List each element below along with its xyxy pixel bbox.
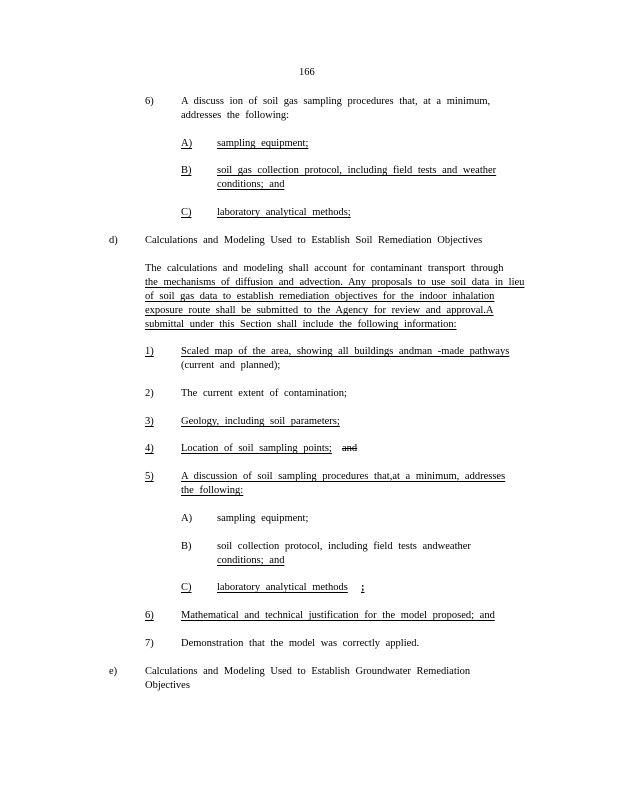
item-6c-text: laboratory analytical methods;	[217, 207, 351, 218]
item-6-number: 6)	[145, 96, 154, 107]
item-d5c-label: C)	[181, 582, 192, 593]
item-d4-number: 4)	[145, 443, 154, 454]
item-6a-text: sampling equipment;	[217, 138, 309, 149]
section-d-label: d)	[109, 235, 118, 246]
item-d5a-text: sampling equipment;	[217, 513, 309, 524]
item-6b-label: B)	[181, 165, 192, 176]
item-d5b-line-2: conditions; and	[217, 555, 285, 566]
section-d-para-line-1: The calculations and modeling shall account for contaminant transport through	[145, 263, 504, 274]
item-d5c-tail: ;	[361, 582, 365, 593]
item-d5b-label: B)	[181, 541, 192, 552]
item-d4-struck-and: and	[342, 443, 358, 454]
item-6c-label: C)	[181, 207, 192, 218]
item-d5-line-1: A discussion of soil sampling procedures that,at a minimum, addresses	[181, 471, 506, 482]
section-e-heading-line-1: Calculations and Modeling Used to Establish Groundwater Remediation	[145, 666, 471, 677]
section-e-heading-line-2: Objectives	[145, 680, 190, 691]
item-d2-number: 2)	[145, 388, 154, 399]
item-d1-line-2: (current and planned);	[181, 360, 281, 371]
section-d-para-line-2: the mechanisms of diffusion and advection. Any proposals to use soil data in lieu	[145, 277, 525, 288]
item-d4-text: Location of soil sampling points;	[181, 443, 332, 454]
item-6b-line-1: soil gas collection protocol, including field tests and weather	[217, 165, 497, 176]
item-d5a-label: A)	[181, 513, 193, 524]
item-d7-number: 7)	[145, 638, 154, 649]
section-d-para-line-5: submittal under this Section shall include the following information:	[145, 319, 457, 330]
section-e-label: e)	[109, 666, 118, 677]
item-d5b-line-1: soil collection protocol, including field tests andweather	[217, 541, 471, 552]
item-d3-text: Geology, including soil parameters;	[181, 416, 340, 427]
item-d1-line-1: Scaled map of the area, showing all buildings andman -made pathways	[181, 346, 510, 357]
item-6b-line-2: conditions; and	[217, 179, 285, 190]
item-d6-number: 6)	[145, 610, 154, 621]
item-d7-text: Demonstration that the model was correctly applied.	[181, 638, 420, 649]
item-d5c-text: laboratory analytical methods	[217, 582, 348, 593]
item-d3-number: 3)	[145, 416, 154, 427]
section-d-para-line-3: of soil gas data to establish remediation objectives for the indoor inhalation	[145, 291, 495, 302]
section-d-heading: Calculations and Modeling Used to Establish Soil Remediation Objectives	[145, 235, 483, 246]
section-d-para-line-4: exposure route shall be submitted to the Agency for review and approval.A	[145, 305, 494, 316]
item-6-line-1: A discuss ion of soil gas sampling procedures that, at a minimum,	[181, 96, 491, 107]
item-d1-number: 1)	[145, 346, 154, 357]
page-number: 166	[299, 67, 315, 78]
item-d6-text: Mathematical and technical justification for the model proposed; and	[181, 610, 495, 621]
item-6a-label: A)	[181, 138, 193, 149]
item-d2-text: The current extent of contamination;	[181, 388, 347, 399]
item-d5-line-2: the following:	[181, 485, 244, 496]
item-6-line-2: addresses the following:	[181, 110, 290, 121]
item-d5-number: 5)	[145, 471, 154, 482]
